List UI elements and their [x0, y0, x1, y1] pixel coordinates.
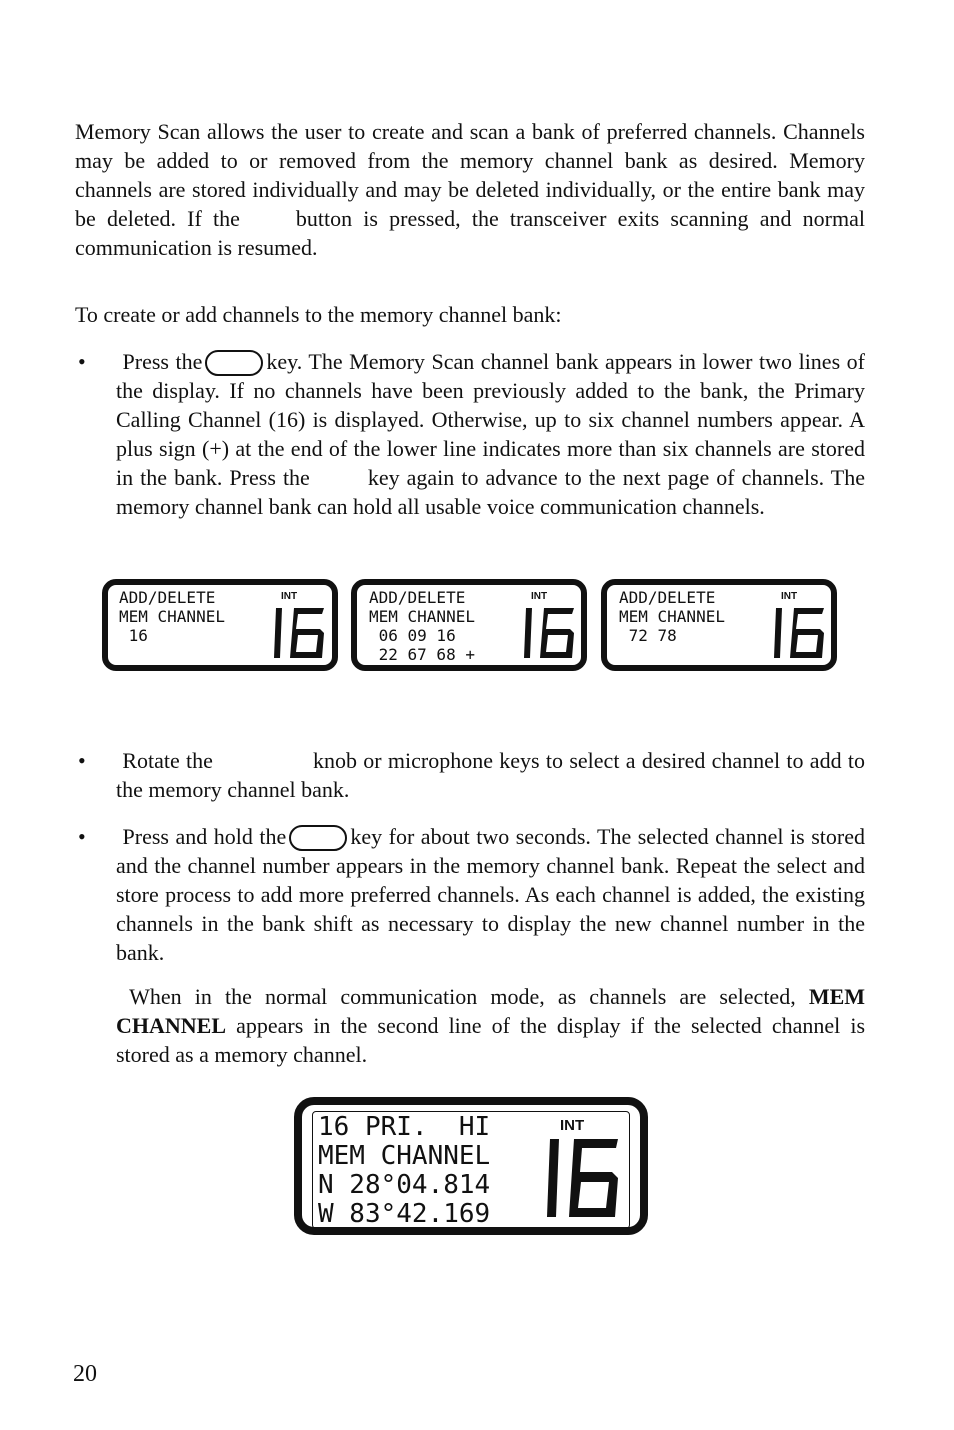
channel-digits-icon [518, 604, 580, 662]
lcd-main-display [294, 1097, 648, 1235]
bullet-2-b: knob or microphone keys to select a desired channel to add to the memory channel bank. [116, 748, 865, 802]
lcd-line: 16 [119, 626, 148, 645]
lcd-display-3 [601, 579, 837, 671]
bullet-dot: • [78, 748, 86, 773]
lcd-line: ADD/DELETE [619, 588, 716, 607]
lcd-line: 06 09 16 [369, 626, 456, 645]
int-indicator: INT [281, 591, 298, 602]
lcd-display-2 [351, 579, 587, 671]
key-button-icon [289, 825, 347, 851]
intro-lead: To create or add channels to the memory channel bank: [75, 302, 562, 327]
page-number: 20 [73, 1361, 97, 1387]
lcd-line: MEM CHANNEL [369, 607, 475, 626]
bullet-1-c: key again to advance to the next page of channels. The memory channel bank can hold all usable voice communication channels. [116, 465, 865, 519]
bullet-1-b: key. The Memory Scan channel bank appears in lower two lines of the display. If no channels have been previously added to the bank, the Primary Calling Channel (16) is displayed. Otherwise, up to six channel numbers appear. A plus sign (+) at the end of the lower line indicates more than six channels are stored in the bank. Press the [116, 349, 866, 490]
intro-text-b: button is pressed, the transceiver exits scanning and normal communication is resumed. [75, 206, 865, 260]
note-bold: MEM CHANNEL [116, 984, 866, 1038]
note-text-a: When in the normal communication mode, as channels are selected, [129, 984, 796, 1009]
lcd-line: N 28°04.814 [318, 1170, 491, 1200]
lcd-line: W 83°42.169 [318, 1199, 491, 1229]
bullet-2-a: Rotate the [122, 748, 213, 773]
bullet-3-b: key for about two seconds. The selected channel is stored and the channel number appears in the memory channel bank. Repeat the select and store process to add more preferred channels. As each channel is added, the existing channels in the bank shift as necessary to display the new channel number in the bank. [116, 824, 866, 965]
lcd-line: 72 78 [619, 626, 677, 645]
bullet-2 [116, 746, 865, 804]
channel-digits-icon [268, 604, 330, 662]
lcd-line: MEM CHANNEL [619, 607, 725, 626]
intro-paragraph [75, 117, 865, 262]
channel-digits-icon [768, 604, 830, 662]
key-button-icon [205, 350, 263, 376]
int-indicator: INT [781, 591, 798, 602]
lcd-line: MEM CHANNEL [119, 607, 225, 626]
note-paragraph [116, 982, 865, 1069]
int-indicator: INT [531, 591, 548, 602]
intro-text-a: Memory Scan allows the user to create and scan a bank of preferred channels. Channels may be added to or removed from the memory channel bank as desired. Memory channels are stored individually and may be deleted individually, or the entire bank may be deleted. If the [75, 119, 865, 231]
bullet-3 [116, 822, 865, 967]
lcd-display-1 [102, 579, 338, 671]
channel-digits-icon [540, 1135, 624, 1221]
bullet-1 [116, 347, 865, 521]
lcd-line: ADD/DELETE [369, 588, 466, 607]
lcd-line: MEM CHANNEL [318, 1141, 491, 1171]
lcd-line: 16 PRI. HI [318, 1112, 491, 1142]
lcd-line: 22 67 68 + [369, 645, 475, 664]
lcd-line: ADD/DELETE [119, 588, 216, 607]
note-text-b: appears in the second line of the display if the selected channel is stored as a memory channel. [116, 1013, 866, 1067]
bullet-dot: • [78, 824, 86, 849]
bullet-1-a: Press the [122, 349, 203, 374]
bullet-3-a: Press and hold the [122, 824, 287, 849]
int-indicator: INT [560, 1117, 585, 1134]
bullet-dot: • [78, 349, 86, 374]
